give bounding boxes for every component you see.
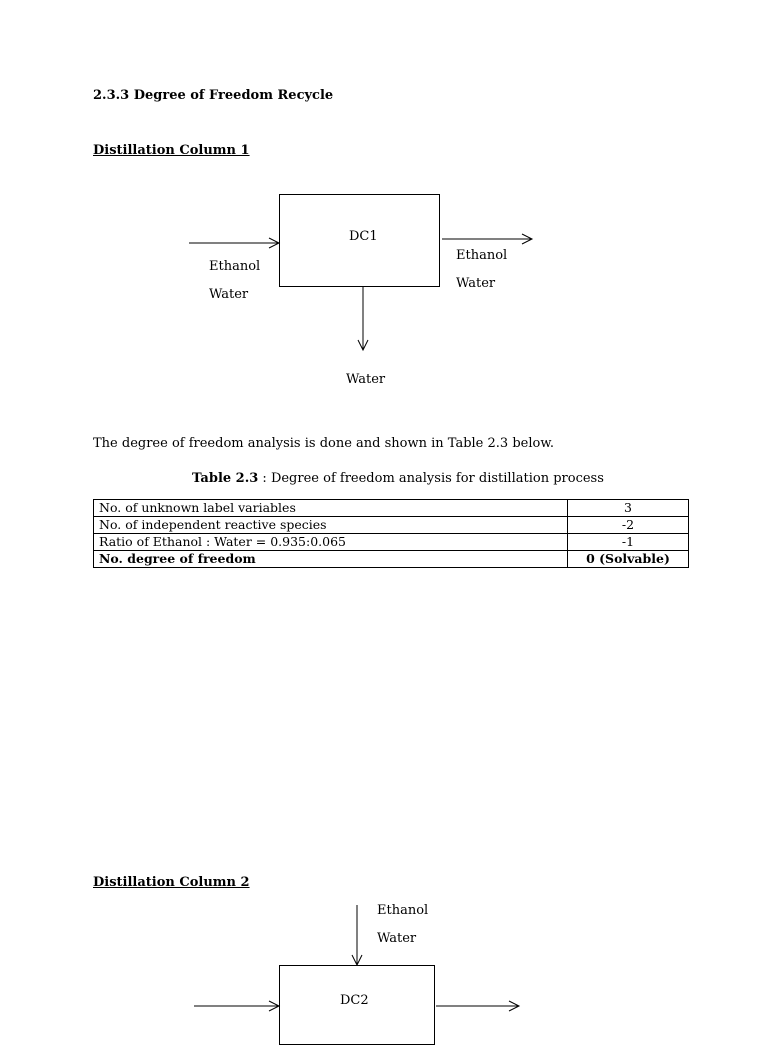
row-label: No. of independent reactive species xyxy=(94,517,568,534)
dc2-side-feed-arrow xyxy=(194,1001,279,1011)
dc1-bottom-water: Water xyxy=(346,372,386,387)
dc1-heading: Distillation Column 1 xyxy=(93,143,250,158)
dc2-feed-water: Water xyxy=(377,931,417,946)
section-heading: 2.3.3 Degree of Freedom Recycle xyxy=(93,88,334,103)
dc2-unit-label: DC2 xyxy=(340,993,369,1008)
dc1-top-arrow xyxy=(442,234,532,244)
dc1-top-water: Water xyxy=(456,276,496,291)
dc1-feed-arrow xyxy=(189,238,279,248)
row-value: -2 xyxy=(568,517,689,534)
dc1-top-ethanol: Ethanol xyxy=(456,248,508,263)
dc1-bottom-arrow xyxy=(358,287,368,350)
dc2-outlet-arrow xyxy=(436,1001,519,1011)
row-value: -1 xyxy=(568,534,689,551)
row-value: 3 xyxy=(568,500,689,517)
row-label: Ratio of Ethanol : Water = 0.935:0.065 xyxy=(94,534,568,551)
row-value: 0 (Solvable) xyxy=(568,551,689,568)
dc1-feed-water: Water xyxy=(209,287,249,302)
intro-paragraph: The degree of freedom analysis is done and shown in Table 2.3 below. xyxy=(93,436,555,451)
row-label: No. degree of freedom xyxy=(94,551,568,568)
dc1-feed-ethanol: Ethanol xyxy=(209,259,261,274)
table-number: Table 2.3 xyxy=(192,471,259,486)
dc2-heading: Distillation Column 2 xyxy=(93,875,250,890)
dc2-top-feed-arrow xyxy=(352,905,362,965)
dc1-unit-label: DC1 xyxy=(349,229,378,244)
row-label: No. of unknown label variables xyxy=(94,500,568,517)
dc2-feed-ethanol: Ethanol xyxy=(377,903,429,918)
table-caption-text: : Degree of freedom analysis for distillation process xyxy=(258,471,604,486)
